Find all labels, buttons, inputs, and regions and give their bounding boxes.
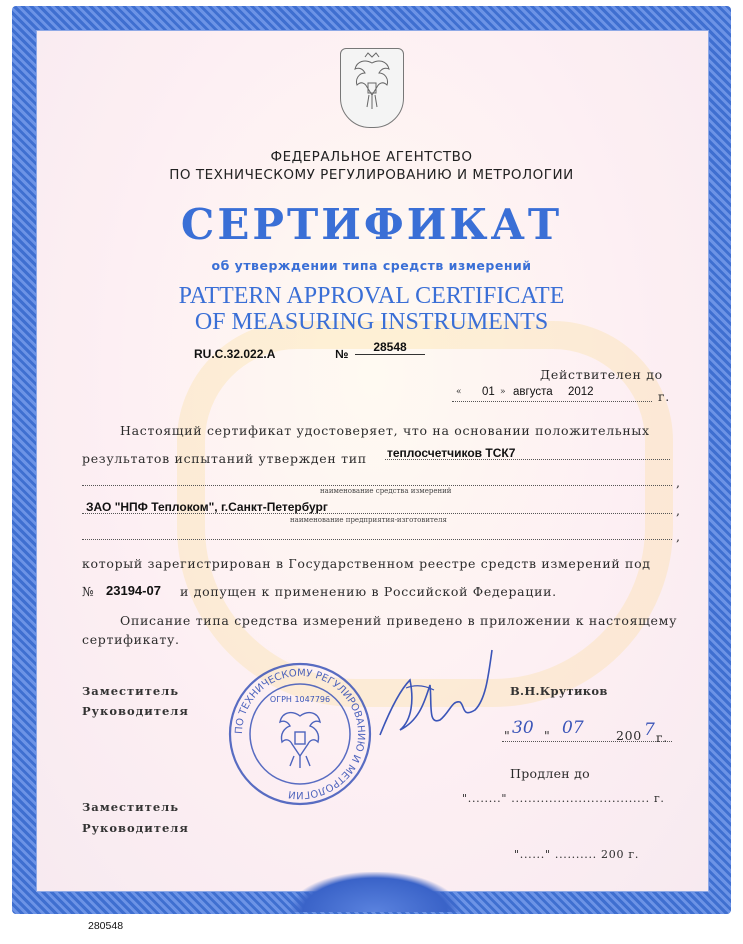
registration-code: RU.C.32.022.A <box>194 347 276 361</box>
extended2-date-line: "......" .......... 200 г. <box>514 848 640 861</box>
deputy2-title-line-2: Руководителя <box>82 821 189 835</box>
paragraph-1-cont: результатов испытаний утвержден тип <box>82 451 367 466</box>
deputy2-title-line-1: Заместитель <box>82 800 180 814</box>
validity-quote-close: » <box>500 387 507 397</box>
comma-2: , <box>676 503 681 518</box>
number-label: № <box>335 347 349 361</box>
paragraph-1-start: Настоящий сертификат удостоверяет, что на основании положительных <box>120 423 650 438</box>
validity-label: Действителен до <box>540 367 663 382</box>
instrument-line-2 <box>82 484 672 486</box>
sign-date-day: 30 <box>512 718 534 738</box>
manufacturer-name: ЗАО "НПФ Теплоком", г.Санкт-Петербург <box>86 500 328 514</box>
caption-instrument: наименование средства измерений <box>320 487 452 495</box>
extended-label: Продлен до <box>510 766 590 781</box>
certificate-number: 28548 <box>355 340 425 355</box>
sign-date-month: 07 <box>562 718 584 738</box>
caption-manufacturer: наименование предприятия-изготовителя <box>290 516 447 524</box>
certificate-title: СЕРТИФИКАТ <box>180 200 563 249</box>
sign-date-suffix: г. <box>656 730 668 745</box>
register-prefix: № <box>82 584 95 599</box>
validity-day: 01 <box>482 386 495 398</box>
english-title-line-2: OF MEASURING INSTRUMENTS <box>194 309 549 335</box>
register-suffix: и допущен к применению в Российской Федерации. <box>180 584 557 599</box>
agency-line-1: ФЕДЕРАЛЬНОЕ АГЕНТСТВО <box>270 149 473 165</box>
manufacturer-line <box>82 512 672 514</box>
english-title-line-1: PATTERN APPROVAL CERTIFICATE <box>178 283 565 309</box>
validity-year: 2012 <box>568 386 594 398</box>
serial-number: 280548 <box>88 920 124 932</box>
svg-text:ПО ТЕХНИЧЕСКОМУ РЕГУЛИРОВАНИЮ <box>234 668 366 800</box>
handwritten-signature <box>370 640 500 750</box>
english-title <box>0 283 743 335</box>
extended-date-line: "........" ................................. г. <box>462 792 665 805</box>
bottom-ornament <box>290 872 460 912</box>
agency-name <box>0 148 743 184</box>
paragraph-2: который зарегистрирован в Государственном реестре средств измерений под <box>82 556 651 571</box>
agency-line-2: ПО ТЕХНИЧЕСКОМУ РЕГУЛИРОВАНИЮ И МЕТРОЛОГИИ <box>169 167 574 183</box>
stamp-ring-text: ПО ТЕХНИЧЕСКОМУ РЕГУЛИРОВАНИЮ И МЕТРОЛОГИИ <box>233 667 367 801</box>
comma-1: , <box>676 475 681 490</box>
double-headed-eagle-icon <box>280 713 320 768</box>
paragraph-3-line-1: Описание типа средства измерений приведено в приложении к настоящему <box>120 613 678 628</box>
deputy-title-line-2: Руководителя <box>82 704 189 718</box>
validity-month: августа <box>513 386 553 398</box>
sign-date-year-print: 200 <box>616 728 642 743</box>
stamp-ogrn: ОГРН 1047796 <box>269 695 331 704</box>
deputy-title-line-1: Заместитель <box>82 684 180 698</box>
coat-of-arms-icon <box>340 48 404 128</box>
validity-suffix: г. <box>658 389 670 404</box>
paragraph-3-line-2: сертификату. <box>82 632 180 647</box>
manufacturer-line-2 <box>82 538 672 540</box>
signer-name: В.Н.Крутиков <box>510 684 608 698</box>
sign-date-line <box>502 740 672 742</box>
sign-date-year-hand: 7 <box>644 720 655 740</box>
certificate-subtitle: об утверждении типа средств измерений <box>211 258 532 273</box>
validity-quote-open: « <box>456 387 463 397</box>
register-number: 23194-07 <box>106 583 161 598</box>
sign-date-quote-close: " <box>544 728 551 743</box>
sign-date-quote-open: " <box>504 728 511 743</box>
instrument-name: теплосчетчиков ТСК7 <box>387 446 516 460</box>
comma-3: , <box>676 529 681 544</box>
official-stamp <box>226 660 374 808</box>
